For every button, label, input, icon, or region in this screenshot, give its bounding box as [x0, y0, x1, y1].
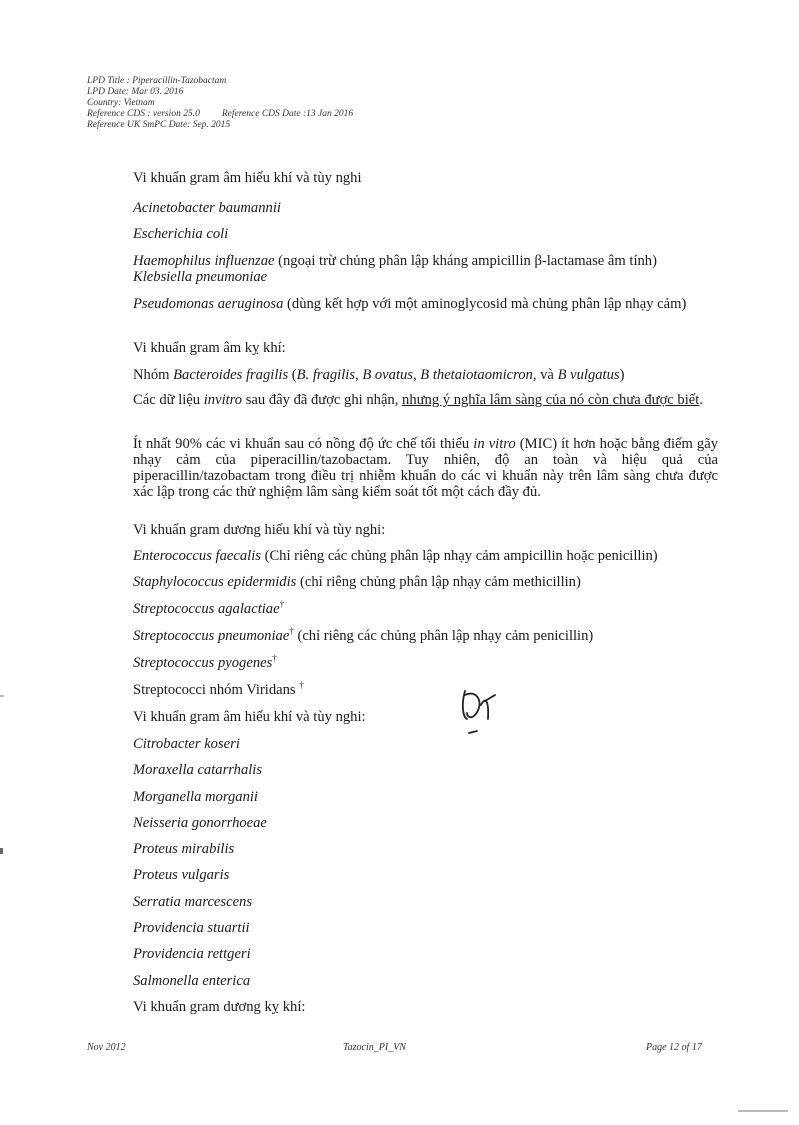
- organism-streptococcus-pneumoniae: Streptococcus pneumoniae† (chỉ riêng các chủng phân lập nhạy cảm penicillin): [133, 626, 594, 644]
- organism-bacteroides: Nhóm Bacteroides fragilis (B. fragilis, B ovatus, B thetaiotaomicron, và B vulgatus): [133, 367, 625, 383]
- organism-enterococcus: Enterococcus faecalis (Chỉ riêng các chủng phân lập nhạy cảm ampicillin hoặc penicillin): [133, 548, 658, 564]
- organism-escherichia: Escherichia coli: [133, 226, 229, 242]
- section-heading-gram-negative-aerobic-2: Vi khuẩn gram âm hiếu khí và tùy nghi:: [133, 709, 366, 725]
- section-heading-gram-positive-aerobic: Vi khuẩn gram dương hiếu khí và tùy nghi:: [133, 522, 386, 538]
- scan-mark: [0, 848, 3, 854]
- organism-list-item: Proteus mirabilis: [133, 841, 235, 857]
- section-heading-gram-negative-anaerobic: Vi khuẩn gram âm kỵ khí:: [133, 340, 286, 356]
- organism-streptococcus-agalactiae: Streptococcus agalactiae†: [133, 599, 285, 617]
- scan-mark: [0, 695, 4, 697]
- section-heading-gram-positive-anaerobic: Vi khuẩn gram dương kỵ khí:: [133, 999, 306, 1015]
- reference-uk-smpc: Reference UK SmPC Date: Sep. 2015: [87, 120, 231, 130]
- document-header: [87, 76, 353, 131]
- footer-document-name: Tazocin_PI_VN: [343, 1042, 406, 1053]
- handwritten-initials: [455, 683, 503, 741]
- dagger-mark: †: [299, 680, 304, 691]
- reference-cds: Reference CDS : version 25.0: [87, 109, 200, 119]
- lpd-title: LPD Title : Piperacillin-Tazobactam: [87, 76, 227, 86]
- organism-list-item: Morganella morganii: [133, 789, 258, 805]
- organism-streptococcus-pyogenes: Streptococcus pyogenes†: [133, 653, 277, 671]
- organism-klebsiella: Klebsiella pneumoniae: [133, 269, 268, 285]
- dagger-mark: †: [279, 599, 285, 610]
- organism-list-item: Proteus vulgaris: [133, 867, 230, 883]
- dagger-mark: †: [272, 653, 277, 664]
- mic-paragraph: Ít nhất 90% các vi khuẩn sau có nồng độ ức chế tối thiểu in vitro (MIC) ít hơn hoặc bằng điểm gãy nhạy cảm của piperacillin/tazobactam. Tuy nhiên, độ an toàn và hiệu quả của piperacillin/tazobactam trong điều trị nhiễm khuẩn do các vi khuẩn này trên lâm sàng chưa được xác lập trong các thử nghiệm lâm sàng kiểm soát tốt một cách đầy đủ.: [133, 436, 718, 500]
- organism-list-item: Moraxella catarrhalis: [133, 762, 263, 778]
- footer-page-number: Page 12 of 17: [646, 1042, 702, 1053]
- organism-list-item: Neisseria gonorrhoeae: [133, 815, 267, 831]
- scan-mark: [738, 1110, 788, 1112]
- organism-haemophilus: Haemophilus influenzae (ngoại trừ chủng phân lập kháng ampicillin β-lactamase âm tính): [133, 253, 657, 269]
- dagger-mark: †: [289, 626, 294, 637]
- organism-list-item: Citrobacter koseri: [133, 736, 240, 752]
- country: Country: Vietnam: [87, 98, 155, 108]
- lpd-date: LPD Date: Mar 03. 2016: [87, 87, 184, 97]
- invitro-note: Các dữ liệu invitro sau đây đã được ghi nhận, nhưng ý nghĩa lâm sàng của nó còn chưa được biết.: [133, 392, 703, 408]
- reference-cds-row: [87, 109, 353, 120]
- organism-acinetobacter: Acinetobacter baumannii: [133, 200, 281, 216]
- organism-list-item: Salmonella enterica: [133, 973, 251, 989]
- reference-cds-date: Reference CDS Date :13 Jan 2016: [221, 109, 354, 119]
- organism-streptococci-viridans: Streptococci nhóm Viridans †: [133, 680, 304, 698]
- organism-list-item: Providencia stuartii: [133, 920, 250, 936]
- organism-list-item: Providencia rettgeri: [133, 946, 251, 962]
- organism-list-item: Serratia marcescens: [133, 894, 253, 910]
- footer-date: Nov 2012: [87, 1042, 126, 1053]
- section-heading-gram-negative-aerobic: Vi khuẩn gram âm hiếu khí và tùy nghi: [133, 170, 362, 186]
- organism-pseudomonas: Pseudomonas aeruginosa (dùng kết hợp với một aminoglycosid mà chủng phân lập nhạy cảm): [133, 296, 687, 312]
- organism-staphylococcus: Staphylococcus epidermidis (chỉ riêng chủng phân lập nhạy cảm methicillin): [133, 574, 581, 590]
